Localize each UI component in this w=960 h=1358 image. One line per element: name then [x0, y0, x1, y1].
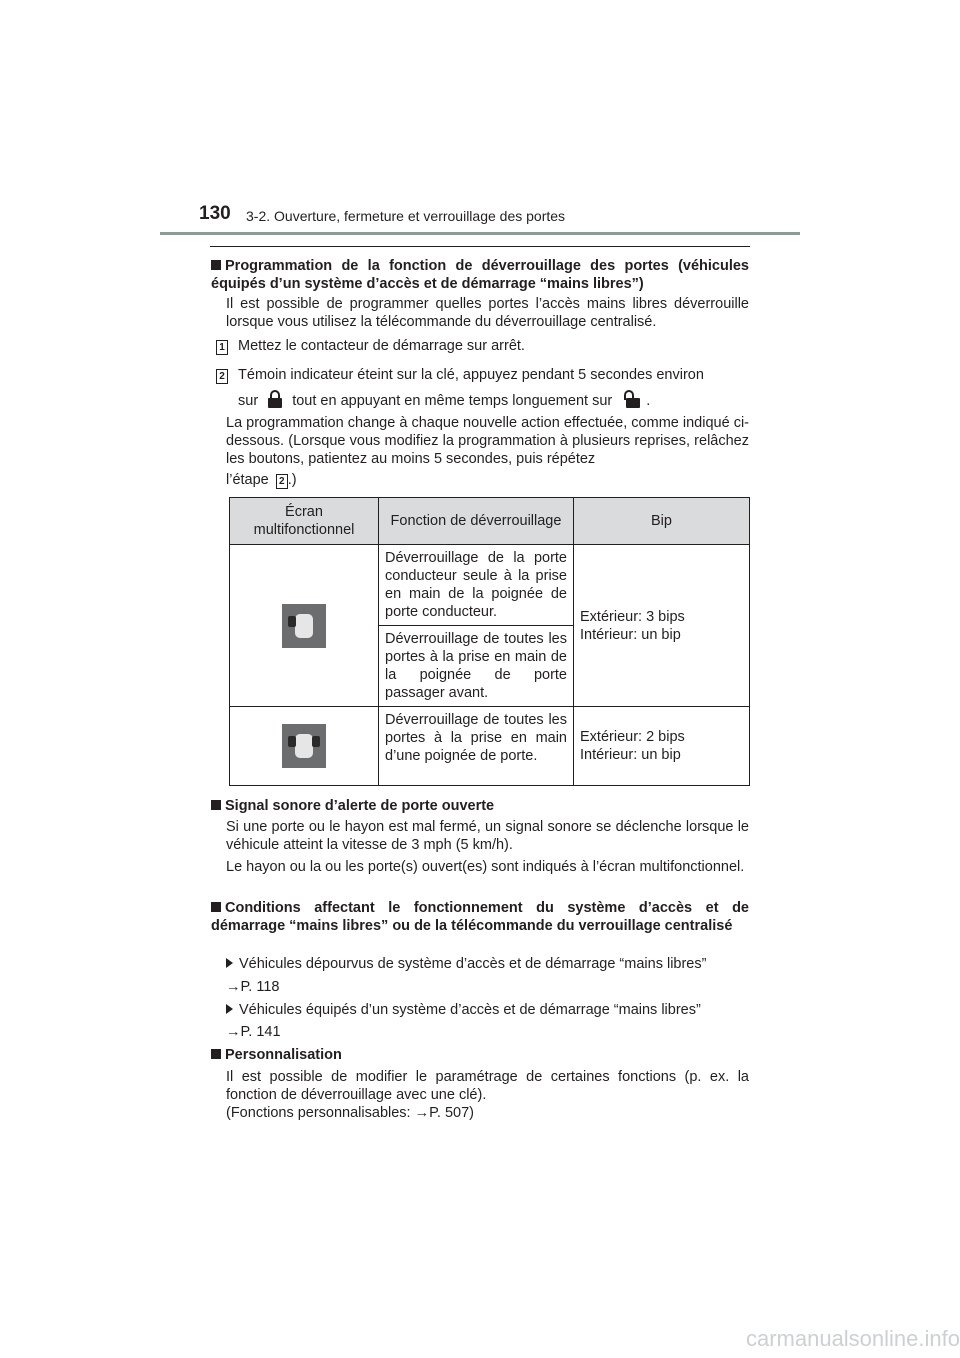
programmation-intro: Il est possible de programmer quelles portes l’accès mains libres déverrouille lorsque vous utilisez la télécommande du déverrouillage centralisé. — [226, 296, 749, 330]
section-heading-programmation: Programmation de la fonction de déverrouillage des portes (véhicules équipés d’un système d’accès et de démarrage “mains libres”) — [211, 258, 749, 292]
square-bullet-icon — [211, 800, 221, 810]
section-rule — [210, 246, 750, 247]
table-row — [230, 707, 750, 786]
page-number: 130 — [199, 203, 231, 224]
step-2: 2 Témoin indicateur éteint sur la clé, appuyez pendant 5 secondes environ — [216, 366, 749, 384]
table-header-fonction: Fonction de déverrouillage — [379, 498, 574, 545]
table-cell-bip: Extérieur: 3 bips Intérieur: un bip — [574, 545, 750, 707]
table-row — [230, 545, 750, 626]
table-cell-function: Déverrouillage de toutes les portes à la prise en main d’une poignée de porte. — [379, 707, 574, 786]
triangle-bullet-icon — [226, 1004, 233, 1014]
conditions-item-1: Véhicules dépourvus de système d’accès et de démarrage “mains libres” — [226, 955, 749, 973]
triangle-bullet-icon — [226, 958, 233, 968]
lock-icon — [268, 390, 282, 408]
section-heading-personnalisation: Personnalisation — [211, 1046, 749, 1064]
step-number-2: 2 — [216, 369, 228, 384]
table-cell-bip: Extérieur: 2 bips Intérieur: un bip — [574, 707, 750, 786]
driver-door-screen-icon — [282, 604, 326, 648]
step-reference-2: 2 — [276, 474, 288, 489]
header-rule — [160, 232, 800, 235]
table-cell-function: Déverrouillage de toutes les portes à la prise en main de la poignée de porte passager avant. — [379, 626, 574, 707]
table-header-ecran: Écran multifonctionnel — [230, 498, 379, 545]
step-number-1: 1 — [216, 340, 228, 355]
signal-paragraph-2: Le hayon ou la ou les porte(s) ouvert(es) sont indiqués à l’écran multifonctionnel. — [226, 859, 745, 875]
section-heading-signal: Signal sonore d’alerte de porte ouverte — [211, 797, 749, 815]
chapter-title: 3-2. Ouverture, fermeture et verrouillage des portes — [246, 208, 566, 224]
signal-paragraph-1: Si une porte ou le hayon est mal fermé, un signal sonore se déclenche lorsque le véhicule atteint la vitesse de 3 mph (5 km/h). — [226, 819, 749, 853]
conditions-reference-2: →P. 141 — [226, 1024, 281, 1040]
programmation-note: La programmation change à chaque nouvelle action effectuée, comme indiqué ci-dessous. (Lorsque vous modifiez la programmation à plusieurs reprises, relâchez les boutons, patientez au moins 5 secondes, puis répétez — [226, 415, 749, 467]
square-bullet-icon — [211, 1049, 221, 1059]
table-cell-function: Déverrouillage de la porte conducteur seule à la prise en main de la poignée de porte conducteur. — [379, 545, 574, 626]
step-1: 1 Mettez le contacteur de démarrage sur arrêt. — [216, 337, 749, 355]
programmation-note-end: l’étape 2 .) — [226, 472, 297, 488]
section-heading-conditions: Conditions affectant le fonctionnement du système d’accès et de démarrage “mains libres” ou de la télécommande du verrouillage centralisé — [211, 900, 749, 934]
table-cell-screen — [230, 707, 379, 786]
table-cell-screen — [230, 545, 379, 707]
personnalisation-paragraph: Il est possible de modifier le paramétrage de certaines fonctions (p. ex. la fonction de déverrouillage avec une clé). — [226, 1069, 749, 1103]
square-bullet-icon — [211, 902, 221, 912]
table-header-row — [230, 498, 750, 545]
conditions-reference-1: →P. 118 — [226, 979, 280, 995]
conditions-item-2: Véhicules équipés d’un système d’accès et de démarrage “mains libres” — [226, 1001, 749, 1019]
all-doors-screen-icon — [282, 724, 326, 768]
personnalisation-reference: (Fonctions personnalisables: →P. 507) — [226, 1105, 474, 1121]
watermark: carmanualsonline.info — [745, 1326, 960, 1351]
table-header-bip: Bip — [574, 498, 750, 545]
unlock-icon — [626, 390, 640, 408]
unlock-function-table — [229, 497, 750, 786]
square-bullet-icon — [211, 260, 221, 270]
step-2-continued: sur tout en appuyant en même temps longuement sur . — [238, 390, 748, 410]
